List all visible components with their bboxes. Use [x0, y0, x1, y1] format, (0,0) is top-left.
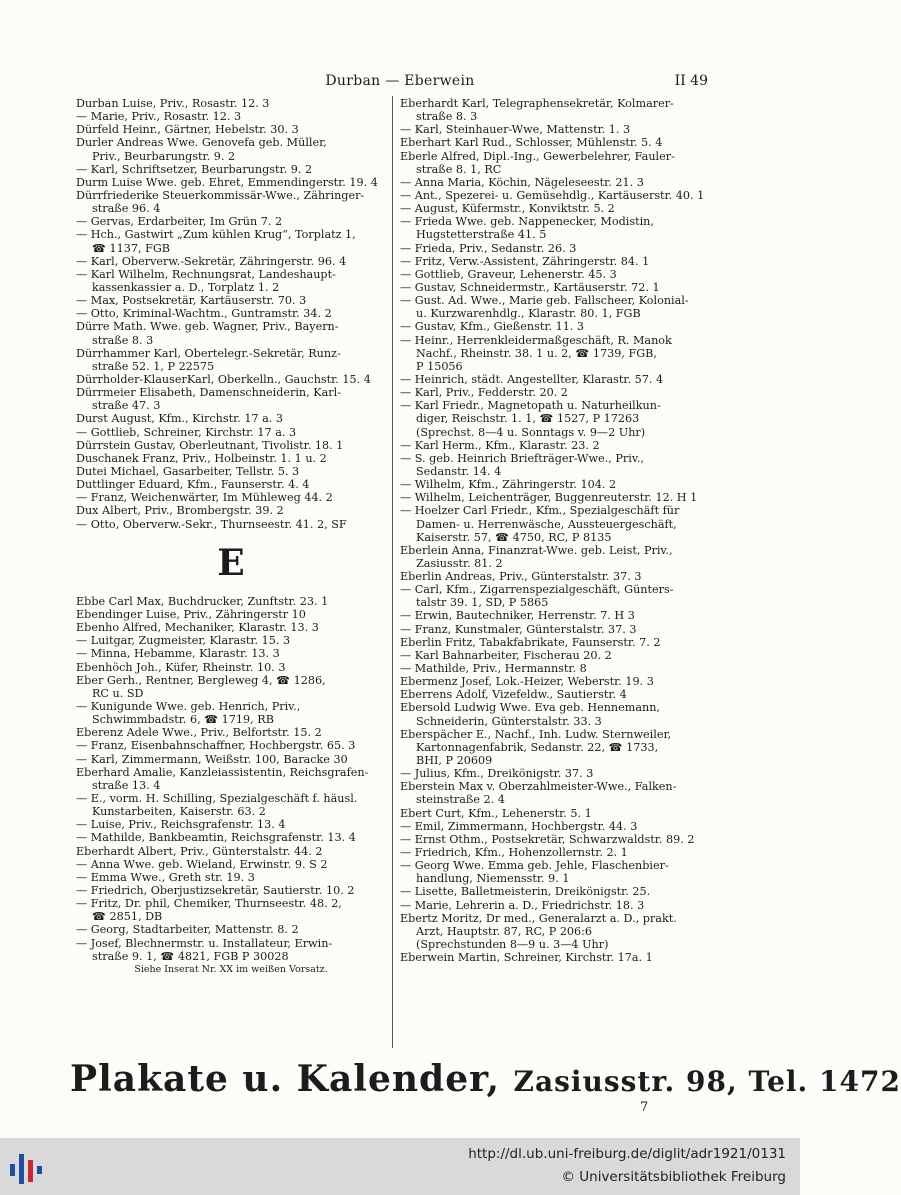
directory-line: — Minna, Hebamme, Klarastr. 13. 3 [76, 647, 280, 661]
copyright-notice: © Universitätsbibliothek Freiburg [561, 1169, 786, 1185]
directory-line: — Frieda Wwe. geb. Nappenecker, Modistin, [400, 215, 654, 229]
directory-line: Kunstarbeiten, Kaiserstr. 63. 2 [92, 805, 266, 819]
directory-line: — Heinr., Herrenkleidermaßgeschäft, R. Manok [400, 333, 672, 347]
directory-line: — Gottlieb, Schreiner, Kirchstr. 17 a. 3 [76, 425, 297, 439]
directory-line: Dürrholder-KlauserKarl, Oberkelln., Gauchstr. 15. 4 [76, 372, 371, 386]
running-title: Durban — Eberwein [325, 73, 475, 89]
directory-line: Dux Albert, Priv., Brombergstr. 39. 2 [76, 504, 284, 518]
directory-line: — Max, Postsekretär, Kartäuserstr. 70. 3 [76, 294, 307, 308]
directory-line: ☎ 1137, FGB [92, 241, 170, 255]
directory-line: — S. geb. Heinrich Briefträger-Wwe., Priv., [400, 451, 644, 465]
directory-line: Damen- u. Herrenwäsche, Aussteuergeschäft, [416, 517, 677, 531]
directory-line: Durm Luise Wwe. geb. Ehret, Emmendingerstr. 19. 4 [76, 175, 378, 189]
directory-line: Kartonnagenfabrik, Sedanstr. 22, ☎ 1733, [416, 740, 659, 754]
directory-line: — Georg, Stadtarbeiter, Mattenstr. 8. 2 [76, 923, 299, 937]
directory-line: diger, Reischstr. 1. 1, ☎ 1527, P 17263 [416, 412, 640, 426]
directory-line: u. Kurzwarenhdlg., Klarastr. 80. 1, FGB [416, 307, 641, 321]
directory-line: Ebenhöch Joh., Küfer, Rheinstr. 10. 3 [76, 660, 286, 674]
directory-line: Durler Andreas Wwe. Genovefa geb. Müller, [76, 136, 327, 150]
directory-line: straße 9. 1, ☎ 4821, FGB P 30028 [92, 949, 289, 963]
directory-line: — Franz, Weichenwärter, Im Mühleweg 44. 2 [76, 491, 333, 505]
directory-line: Ebendinger Luise, Priv., Zähringerstr 10 [76, 608, 306, 622]
directory-line: Schneiderin, Günterstalstr. 33. 3 [416, 714, 602, 728]
signature-mark: 7 [640, 1100, 649, 1115]
directory-line: — Julius, Kfm., Dreikönigstr. 37. 3 [400, 767, 594, 781]
footer-bar [0, 1138, 800, 1195]
directory-line: BHI, P 20609 [416, 754, 493, 768]
directory-line: — Franz, Eisenbahnschaffner, Hochbergstr. 65. 3 [76, 739, 356, 753]
directory-line: Dürrfriederike Steuerkommissär-Wwe., Zähringer- [76, 188, 365, 202]
directory-line: Eberle Alfred, Dipl.-Ing., Gewerbelehrer, Fauler- [400, 149, 675, 163]
directory-line: Eberstein Max v. Oberzahlmeister-Wwe., Falken- [400, 780, 677, 794]
directory-line: Nachf., Rheinstr. 38. 1 u. 2, ☎ 1739, FGB, [416, 346, 657, 360]
directory-line: — Luise, Priv., Reichsgrafenstr. 13. 4 [76, 818, 286, 832]
directory-line: Schwimmbadstr. 6, ☎ 1719, RB [92, 713, 274, 727]
directory-line: Ebbe Carl Max, Buchdrucker, Zunftstr. 23. 1 [76, 594, 329, 608]
directory-line: Dürrhammer Karl, Obertelegr.-Sekretär, Runz- [76, 346, 341, 360]
inserat-note: Siehe Inserat Nr. XX im weißen Vorsatz. [134, 963, 328, 975]
directory-line: — Emma Wwe., Greth str. 19. 3 [76, 870, 255, 884]
directory-line: Dürfeld Heinr., Gärtner, Hebelstr. 30. 3 [76, 123, 299, 137]
directory-line: — Mathilde, Bankbeamtin, Reichsgrafenstr. 13. 4 [76, 831, 356, 845]
directory-line: — Hch., Gastwirt „Zum kühlen Krug“, Torplatz 1, [76, 228, 356, 242]
directory-line: kassenkassier a. D., Torplatz 1. 2 [92, 280, 280, 294]
directory-line: — Gustav, Kfm., Gießenstr. 11. 3 [400, 320, 585, 334]
directory-line: — Gervas, Erdarbeiter, Im Grün 7. 2 [76, 215, 283, 229]
directory-line: Eberenz Adele Wwe., Priv., Belfortstr. 15. 2 [76, 726, 322, 740]
directory-line: — Karl Bahnarbeiter, Fischerau 20. 2 [400, 648, 612, 662]
directory-line: P 15056 [416, 359, 463, 373]
column-divider [392, 96, 393, 1048]
directory-line: — Carl, Kfm., Zigarrenspezialgeschäft, Günters- [400, 583, 674, 597]
directory-line: Dutei Michael, Gasarbeiter, Tellstr. 5. 3 [76, 464, 300, 478]
directory-line: — Anna Maria, Köchin, Nägeleseestr. 21. 3 [400, 175, 644, 189]
directory-line: Ebert Curt, Kfm., Lehenerstr. 5. 1 [400, 806, 592, 820]
directory-line: handlung, Niemensstr. 9. 1 [416, 872, 570, 886]
directory-line: — Gustav, Schneidermstr., Kartäuserstr. 72. 1 [400, 280, 660, 294]
directory-line: Ebersold Ludwig Wwe. Eva geb. Hennemann, [400, 701, 660, 715]
directory-line: — Wilhelm, Leichenträger, Buggenreuterstr. 12. H 1 [400, 491, 698, 505]
directory-line: straße 47. 3 [92, 399, 161, 413]
directory-line: Durst August, Kfm., Kirchstr. 17 a. 3 [76, 412, 284, 426]
directory-line: — Fritz, Dr. phil, Chemiker, Thurnseestr. 48. 2, [76, 897, 342, 911]
directory-line: Ebermenz Josef, Lok.-Heizer, Weberstr. 19. 3 [400, 675, 654, 689]
directory-line: straße 52. 1, P 22575 [92, 359, 215, 373]
right-column [400, 97, 705, 964]
directory-line: Eberspächer E., Nachf., Inh. Ludw. Sternweiler, [400, 727, 672, 741]
directory-line: Eberwein Martin, Schreiner, Kirchstr. 17a. 1 [400, 951, 653, 965]
directory-line: Ebertz Moritz, Dr med., Generalarzt a. D., prakt. [400, 911, 677, 925]
directory-line: — Lisette, Balletmeisterin, Dreikönigstr. 25. [400, 885, 651, 899]
directory-line: — Karl, Steinhauer-Wwe, Mattenstr. 1. 3 [400, 123, 631, 137]
permalink-url[interactable]: http://dl.ub.uni-freiburg.de/diglit/adr1921/0131 [468, 1146, 786, 1162]
directory-line: straße 8. 3 [92, 333, 154, 347]
directory-line: — Mathilde, Priv., Hermannstr. 8 [400, 662, 587, 676]
directory-line: — Wilhelm, Kfm., Zähringerstr. 104. 2 [400, 478, 617, 492]
advertisement [70, 1058, 901, 1106]
directory-line: — Karl, Schriftsetzer, Beurbarungstr. 9. 2 [76, 162, 313, 176]
directory-line: Ebenho Alfred, Mechaniker, Klarastr. 13. 3 [76, 621, 319, 635]
directory-line: straße 13. 4 [92, 778, 161, 792]
directory-line: — Kunigunde Wwe. geb. Henrich, Priv., [76, 700, 301, 714]
directory-line: Dürrstein Gustav, Oberleutnant, Tivolistr. 18. 1 [76, 438, 344, 452]
directory-line: Duschanek Franz, Priv., Holbeinstr. 1. 1 u. 2 [76, 451, 327, 465]
directory-line: Eberlin Andreas, Priv., Günterstalstr. 37. 3 [400, 570, 642, 584]
directory-line: — Gottlieb, Graveur, Lehenerstr. 45. 3 [400, 267, 617, 281]
directory-line: Hugstetterstraße 41. 5 [416, 228, 547, 242]
section-letter: E [217, 541, 245, 584]
directory-line: Eber Gerh., Rentner, Bergleweg 4, ☎ 1286, [76, 673, 326, 687]
directory-line: Arzt, Hauptstr. 87, RC, P 206:6 [416, 924, 593, 938]
directory-line: — Heinrich, städt. Angestellter, Klarastr. 57. 4 [400, 372, 664, 386]
directory-line: — Karl Wilhelm, Rechnungsrat, Landeshaupt- [76, 267, 336, 281]
directory-line: — Karl, Zimmermann, Weißstr. 100, Baracke 30 [76, 752, 348, 766]
directory-line: (Sprechst. 8—4 u. Sonntags v. 9—2 Uhr) [416, 425, 646, 439]
directory-line: Dürrmeier Elisabeth, Damenschneiderin, Karl- [76, 386, 341, 400]
directory-line: — Anna Wwe. geb. Wieland, Erwinstr. 9. S 2 [76, 857, 328, 871]
directory-line: — Ernst Othm., Postsekretär, Schwarzwaldstr. 89. 2 [400, 832, 695, 846]
directory-line: — Karl Friedr., Magnetopath u. Naturheilkun- [400, 399, 661, 413]
directory-line: Eberhard Amalie, Kanzleiassistentin, Reichsgrafen- [76, 765, 369, 779]
directory-line: — Hoelzer Carl Friedr., Kfm., Spezialgeschäft für [400, 504, 680, 518]
directory-line: straße 8. 1, RC [416, 162, 502, 176]
directory-line: — Otto, Oberverw.-Sekr., Thurnseestr. 41. 2, SF [76, 517, 347, 531]
directory-line: Eberlein Anna, Finanzrat-Wwe. geb. Leist, Priv., [400, 543, 673, 557]
directory-line: — Ant., Spezerei- u. Gemüsehdlg., Kartäuserstr. 40. 1 [400, 188, 705, 202]
directory-line: Duttlinger Eduard, Kfm., Faunserstr. 4. 4 [76, 478, 310, 492]
directory-line: Dürre Math. Wwe. geb. Wagner, Priv., Bayern- [76, 320, 339, 334]
directory-line: — Frieda, Priv., Sedanstr. 26. 3 [400, 241, 577, 255]
directory-line: — Friedrich, Kfm., Hohenzollernstr. 2. 1 [400, 846, 628, 860]
directory-line: Kaiserstr. 57, ☎ 4750, RC, P 8135 [416, 530, 612, 544]
directory-line: RC u. SD [92, 686, 144, 700]
directory-line: Sedanstr. 14. 4 [416, 464, 502, 478]
directory-line: Eberhart Karl Rud., Schlosser, Mühlenstr. 5. 4 [400, 136, 663, 150]
directory-line: (Sprechstunden 8—9 u. 3—4 Uhr) [416, 938, 609, 951]
directory-line: — Marie, Lehrerin a. D., Friedrichstr. 18. 3 [400, 898, 645, 912]
directory-line: — Otto, Kriminal-Wachtm., Guntramstr. 34. 2 [76, 307, 332, 321]
directory-line: — E., vorm. H. Schilling, Spezialgeschäft f. häusl. [76, 792, 358, 806]
page-number: II 49 [674, 73, 708, 89]
directory-line: — Luitgar, Zugmeister, Klarastr. 15. 3 [76, 634, 291, 648]
directory-line: straße 8. 3 [416, 110, 478, 124]
directory-line: — Marie, Priv., Rosastr. 12. 3 [76, 110, 242, 124]
directory-line: — Emil, Zimmermann, Hochbergstr. 44. 3 [400, 819, 638, 833]
advert-address-phone: Zasiusstr. 98, Tel. 1472 [513, 1065, 901, 1098]
directory-line: — Josef, Blechnermstr. u. Installateur, Erwin- [76, 936, 333, 950]
library-logo-icon [10, 1150, 46, 1188]
directory-line: — August, Küfermstr., Konviktstr. 5. 2 [400, 202, 615, 216]
directory-line: Eberrens Adolf, Vizefeldw., Sautierstr. 4 [400, 688, 627, 702]
directory-line: — Erwin, Bautechniker, Herrenstr. 7. H 3 [400, 609, 635, 623]
directory-line: Eberhardt Albert, Priv., Günterstalstr. 44. 2 [76, 844, 323, 858]
directory-line: — Karl, Oberverw.-Sekretär, Zähringerstr. 96. 4 [76, 254, 347, 268]
page-header [0, 73, 800, 93]
directory-line: Priv., Beurbarungstr. 9. 2 [92, 149, 236, 163]
directory-line: Eberlin Fritz, Tabakfabrikate, Faunserstr. 7. 2 [400, 635, 661, 649]
directory-line: straße 96. 4 [92, 202, 161, 216]
directory-line: — Gust. Ad. Wwe., Marie geb. Fallscheer, Kolonial- [400, 294, 689, 308]
directory-line: — Karl, Priv., Fedderstr. 20. 2 [400, 386, 568, 400]
directory-line: — Friedrich, Oberjustizsekretär, Sautierstr. 10. 2 [76, 884, 355, 898]
directory-line: Zasiusstr. 81. 2 [416, 556, 503, 570]
directory-line: — Fritz, Verw.-Assistent, Zähringerstr. 84. 1 [400, 254, 650, 268]
directory-line: steinstraße 2. 4 [416, 793, 505, 807]
directory-line: ☎ 2851, DB [92, 910, 163, 924]
advert-text: Plakate u. Kalender, [70, 1058, 500, 1100]
directory-line: Eberhardt Karl, Telegraphensekretär, Kolmarer- [400, 97, 674, 110]
directory-line: — Franz, Kunstmaler, Günterstalstr. 37. 3 [400, 622, 637, 636]
directory-line: — Georg Wwe. Emma geb. Jehle, Flaschenbier- [400, 859, 669, 873]
directory-line: — Karl Herm., Kfm., Klarastr. 23. 2 [400, 438, 600, 452]
left-column [76, 97, 386, 976]
directory-line: Durban Luise, Priv., Rosastr. 12. 3 [76, 97, 270, 110]
directory-line: talstr 39. 1, SD, P 5865 [416, 596, 549, 610]
